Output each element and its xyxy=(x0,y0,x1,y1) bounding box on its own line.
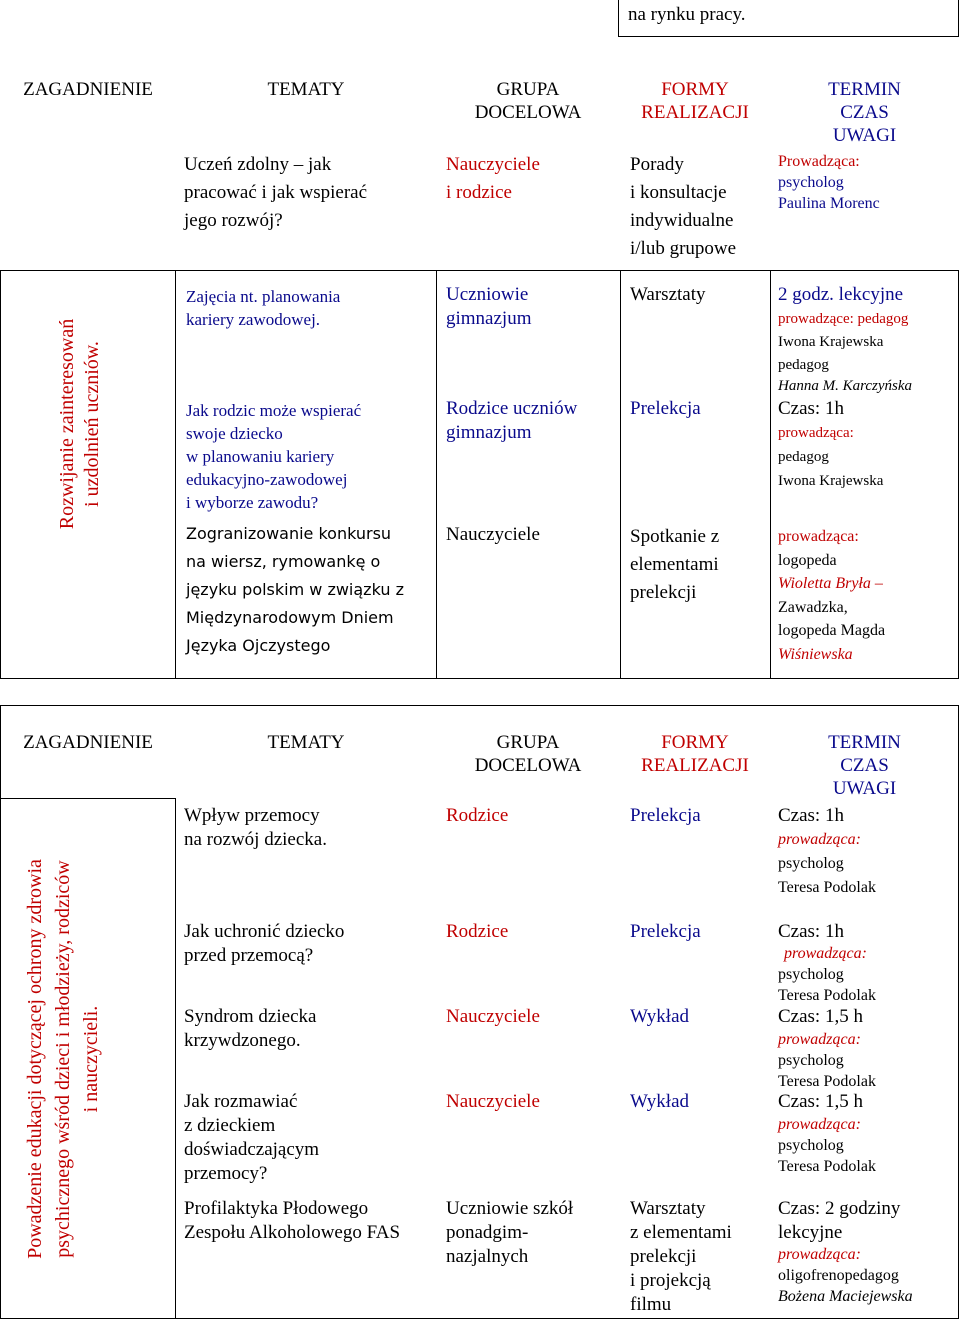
s2-row1-grupa: Rodzice xyxy=(446,805,509,826)
s2-row2-grupa: Rodzice xyxy=(446,921,509,942)
s2-row3-grupa: Nauczyciele xyxy=(446,1006,540,1027)
header-termin: TERMIN CZAS UWAGI xyxy=(828,79,901,146)
s1-row2-termin: Czas: 1h prowadząca: pedagog Iwona Krajewska xyxy=(778,398,884,489)
s2-row1-temat: Wpływ przemocy na rozwój dziecka. xyxy=(184,805,327,850)
s1-row1-grupa: Uczniowie gimnazjum xyxy=(446,284,532,329)
s1-row3-temat: Zogranizowanie konkursu na wiersz, rymowankę o języku polskim w związku z Międzynarodowym Dniem Języka Ojczystego xyxy=(186,524,404,655)
s2-row1-forma: Prelekcja xyxy=(630,805,701,826)
s1-row1-temat: Zajęcia nt. planowania kariery zawodowej. xyxy=(186,287,341,329)
top-cell-text: na rynku pracy. xyxy=(628,4,746,25)
s2-row2-termin: Czas: 1h prowadząca: psycholog Teresa Podolak xyxy=(778,921,876,1004)
s2-row4-grupa: Nauczyciele xyxy=(446,1091,540,1112)
header2-tematy: TEMATY xyxy=(267,732,345,753)
section1-zagadnienie: Rozwijanie zainteresowań i uzdolnień uczniów. xyxy=(56,318,103,530)
s1-row2-temat: Jak rodzic może wspierać swoje dziecko w planowaniu kariery edukacyjno-zawodowej i wyborze zawodu? xyxy=(186,401,362,512)
header2-formy: FORMY REALIZACJI xyxy=(641,732,749,776)
s2-row1-termin: Czas: 1h prowadząca: psycholog Teresa Podolak xyxy=(778,805,876,896)
s2-row4-termin: Czas: 1,5 h prowadząca: psycholog Teresa Podolak xyxy=(778,1091,876,1175)
s2-row5-temat: Profilaktyka Płodowego Zespołu Alkoholowego FAS xyxy=(184,1198,401,1243)
s2-row3-termin: Czas: 1,5 h prowadząca: psycholog Teresa Podolak xyxy=(778,1006,876,1090)
header2-grupa: GRUPA DOCELOWA xyxy=(474,732,582,776)
row0-temat: Uczeń zdolny – jak pracować i jak wspierać jego rozwój? xyxy=(184,154,368,231)
header-formy: FORMY REALIZACJI xyxy=(641,79,749,123)
row0-forma: Porady i konsultacje indywidualne i/lub grupowe xyxy=(630,154,737,259)
header2-zagadnienie: ZAGADNIENIE xyxy=(23,732,153,753)
s2-row5-forma: Warsztaty z elementami prelekcji i projekcją filmu xyxy=(630,1198,732,1315)
s2-row2-forma: Prelekcja xyxy=(630,921,701,942)
s2-row5-termin: Czas: 2 godziny lekcyjne prowadząca: oligofrenopedagog Bożena Maciejewska xyxy=(778,1198,913,1305)
s1-row3-grupa: Nauczyciele xyxy=(446,524,540,545)
s2-row4-forma: Wykład xyxy=(630,1091,690,1112)
s2-row3-temat: Syndrom dziecka krzywdzonego. xyxy=(184,1006,317,1051)
header-grupa: GRUPA DOCELOWA xyxy=(474,79,582,123)
s1-row2-forma: Prelekcja xyxy=(630,398,701,419)
row0-grupa: Nauczyciele i rodzice xyxy=(446,154,540,203)
s2-row2-temat: Jak uchronić dziecko przed przemocą? xyxy=(184,921,345,966)
s1-row3-termin: prowadząca: logopeda Wioletta Bryła – Zawadzka, logopeda Magda Wiśniewska xyxy=(778,528,886,663)
s2-row5-grupa: Uczniowie szkół ponadgim- nazjalnych xyxy=(446,1198,574,1267)
header2-termin: TERMIN CZAS UWAGI xyxy=(828,732,901,799)
s1-row2-grupa: Rodzice uczniów gimnazjum xyxy=(446,398,578,443)
s1-row1-termin: 2 godz. lekcyjne prowadzące: pedagog Iwona Krajewska pedagog Hanna M. Karczyńska xyxy=(778,284,913,394)
header-tematy: TEMATY xyxy=(267,79,345,100)
s2-row3-forma: Wykład xyxy=(630,1006,690,1027)
row0-termin: Prowadząca: psycholog Paulina Morenc xyxy=(778,153,880,212)
s2-row4-temat: Jak rozmawiać z dzieckiem doświadczającym przemocy? xyxy=(184,1091,320,1184)
section2-zagadnienie: Powadzenie edukacji dotyczącej ochrony zdrowia psychicznego wśród dzieci i młodzieży, rodziców i nauczycieli. xyxy=(24,859,102,1259)
s1-row3-forma: Spotkanie z elementami prelekcji xyxy=(630,526,720,603)
header-zagadnienie: ZAGADNIENIE xyxy=(23,79,153,100)
s1-row1-forma: Warsztaty xyxy=(630,284,706,305)
